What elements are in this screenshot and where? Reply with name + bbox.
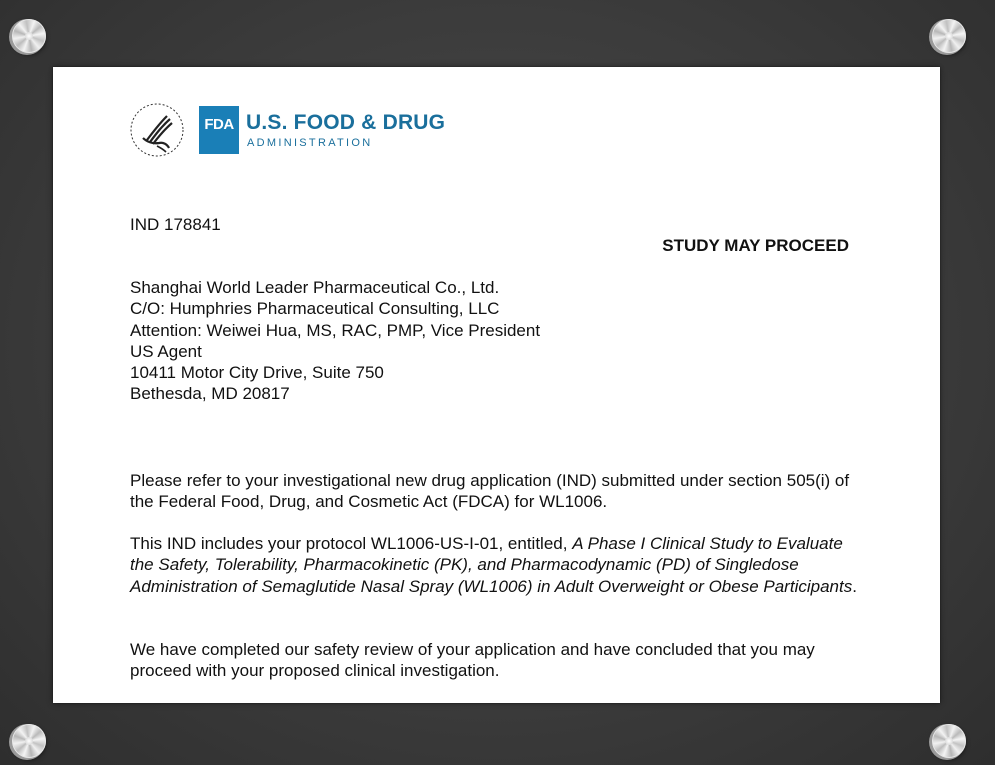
fda-wordmark [246, 112, 445, 149]
study-status: STUDY MAY PROCEED [662, 236, 849, 255]
agency-title: U.S. FOOD & DRUG [246, 110, 446, 134]
screw-bottom-right-icon [932, 724, 966, 758]
fda-letterhead [129, 103, 445, 157]
paragraph-conclusion: We have completed our safety review of your application and have concluded that you may proceed with your proposed clinical investigation. [130, 640, 815, 681]
address-line: C/O: Humphries Pharmaceutical Consulting, LLC [130, 299, 500, 319]
agency-subtitle: ADMINISTRATION [247, 136, 373, 149]
screw-top-right-icon [932, 19, 966, 53]
protocol-suffix: . [852, 576, 857, 596]
screw-bottom-left-icon [12, 724, 46, 758]
ind-number: IND 178841 [130, 215, 221, 234]
paragraph-protocol [130, 533, 860, 597]
address-line: 10411 Motor City Drive, Suite 750 [130, 363, 384, 383]
paragraph-ind-reference: Please refer to your investigational new drug application (IND) submitted under section 505(i) of the Federal Food, Drug, and Cosmetic Act (FDCA) for WL1006. [130, 471, 850, 512]
protocol-intro: This IND includes your protocol WL1006-US-I-01, entitled, [130, 534, 573, 553]
recipient-address [130, 277, 540, 405]
hhs-eagle-seal-icon [129, 102, 185, 158]
address-line: Shanghai World Leader Pharmaceutical Co., Ltd. [130, 278, 500, 297]
protocol-title: A Phase I Clinical Study to Evaluate the Safety, Tolerability, Pharmacokinetic (PK), and Pharmacodynamic (PD) of Singledose Administration of Semaglutide Nasal Spray (WL1006) in Adult Overweight or Obese Participants [130, 534, 853, 596]
screw-top-left-icon [12, 19, 46, 53]
address-line: Bethesda, MD 20817 [130, 384, 290, 404]
address-line: Attention: Weiwei Hua, MS, RAC, PMP, Vice President [130, 320, 541, 340]
fda-badge: FDA [199, 106, 239, 154]
address-line: US Agent [130, 341, 202, 361]
letter-page [53, 67, 940, 703]
